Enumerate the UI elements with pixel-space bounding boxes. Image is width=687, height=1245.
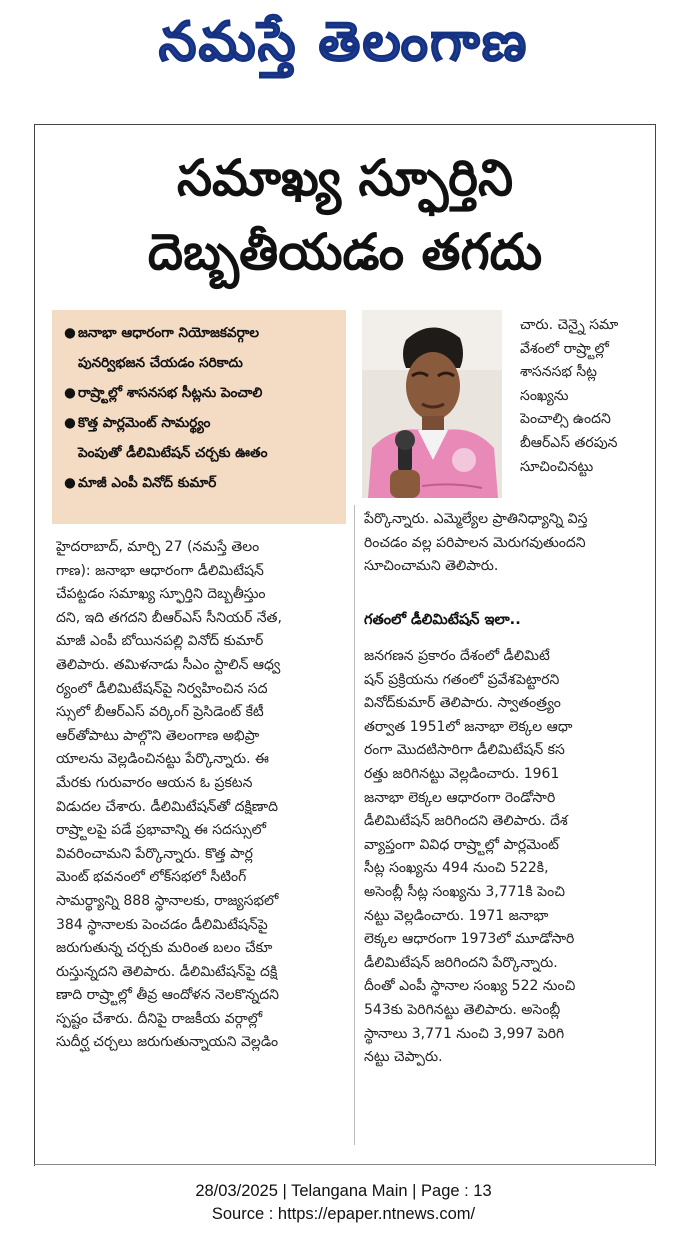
- text-line: స్పష్టం చేశారు. దీనిపై రాజకీయ వర్గాల్లో: [56, 1010, 263, 1027]
- bottom-rule: [34, 1164, 656, 1165]
- text-line: గాణ): జనాభా ఆధారంగా డీలిమిటేషన్: [56, 562, 264, 579]
- headline-line-1: సమాఖ్య స్ఫూర్తిని: [176, 149, 514, 207]
- text-line: 384 స్థానాలకు పెంచడం డీలిమిటేషన్‌పై: [56, 916, 268, 933]
- text-line: బీఆర్ఎస్ తరపున: [520, 434, 618, 451]
- highlight-line: జనాభా ఆధారంగా నియోజకవర్గాల: [78, 325, 260, 341]
- text-line: సంఖ్యను: [520, 387, 569, 404]
- text-line: రుస్తున్నదని తెలిపారు. డీలిమిటేషన్‌పై దక్షి: [56, 963, 278, 980]
- speaker-photo: [362, 310, 502, 498]
- text-line: పేర్కొన్నారు. ఎమ్మెల్యేల ప్రాతినిధ్యాన్ని విస్త: [364, 511, 588, 527]
- bullet-dot-icon: ●: [64, 415, 76, 431]
- text-line: రించడం వల్ల పరిపాలన మెరుగవుతుందని: [364, 534, 586, 551]
- text-line: వినోద్‌కుమార్ తెలిపారు. స్వాతంత్ర్యం: [364, 695, 561, 712]
- highlight-item: [62, 408, 338, 468]
- article-text-beside-photo: [520, 314, 648, 479]
- text-line: డీలిమిటేషన్ జరిగిందని పేర్కొన్నారు.: [364, 954, 558, 971]
- text-line: దీంతో ఎంపీ స్థానాల సంఖ్య 522 నుంచి: [364, 978, 576, 995]
- text-line: స్సులో బీఆర్ఎస్ వర్కింగ్ ప్రెసిడెంట్ కేటీ: [56, 704, 264, 721]
- text-line: 543కు పెరిగినట్టు తెలిపారు. అసెంబ్లీ: [364, 1001, 561, 1018]
- text-line: తర్వాత 1951లో జనాభా లెక్కల ఆధా: [364, 718, 573, 735]
- footer-edition-info: 28/03/2025 | Telangana Main | Page : 13: [195, 1182, 492, 1200]
- highlight-item: [62, 378, 338, 408]
- text-line: మాజీ ఎంపీ బోయినపల్లి వినోద్ కుమార్: [56, 633, 264, 650]
- text-line: స్థానాలు 3,771 నుంచి 3,997 పెరిగి: [364, 1025, 565, 1042]
- headline-line-2: దెబ్బతీయడం తగదు: [147, 223, 543, 281]
- text-line: జరుగుతున్న చర్చకు మరింత బలం చేకూ: [56, 940, 273, 957]
- text-line: నట్టు చెప్పారు.: [364, 1049, 443, 1066]
- text-line: ఆర్‌తోపాటు పాల్గొని తెలంగాణ అభిప్రా: [56, 727, 260, 744]
- highlights-box: [52, 310, 346, 524]
- text-line: సూచించినట్టు: [520, 458, 594, 475]
- text-line: శాసనసభ సీట్ల: [520, 364, 597, 381]
- article-subheading: గతంలో డీలిమిటేషన్ ఇలా..: [364, 612, 521, 628]
- text-line: జనగణన ప్రకారం దేశంలో డీలిమిటే: [364, 648, 550, 664]
- text-line: ర్యంలో డీలిమిటేషన్‌పై నిర్వహించిన సద: [56, 680, 268, 697]
- text-line: వేశంలో రాష్ర్టాల్లో: [520, 340, 609, 357]
- text-line: షన్ ప్రక్రియను గతంలో ప్రవేశపెట్టారని: [364, 671, 560, 688]
- highlight-line: మాజీ ఎంపీ వినోద్ కుమార్: [78, 475, 217, 491]
- text-line: నట్టు వెల్లడించారు. 1971 జనాభా: [364, 907, 549, 924]
- bullet-dot-icon: ●: [64, 385, 76, 401]
- text-line: చేపట్టడం సమాఖ్య స్ఫూర్తిని దెబ్బతీస్తుం: [56, 586, 266, 603]
- highlight-line: పెంపుతో డీలిమిటేషన్ చర్చకు ఊతం: [78, 445, 268, 461]
- text-line: మేరకు గురువారం ఆయన ఓ ప్రకటన: [56, 774, 253, 791]
- text-line: వివరించామని పేర్కొన్నారు. కొత్త పార్ల: [56, 845, 253, 862]
- bullet-dot-icon: ●: [64, 325, 76, 341]
- article-text-under-photo: [364, 508, 650, 579]
- text-line: లెక్కల ఆధారంగా 1973లో మూడోసారి: [364, 931, 575, 948]
- text-line: హైదరాబాద్, మార్చి 27 (నమస్తే తెలం: [56, 539, 260, 555]
- text-line: సామర్థ్యాన్ని 888 స్థానాలకు, రాజ్యసభలో: [56, 892, 279, 909]
- text-line: దని, ఇది తగదని బీఆర్ఎస్ సీనియర్ నేత,: [56, 609, 282, 626]
- text-line: అసెంబ్లీ సీట్ల సంఖ్యను 3,771కి పెంచి: [364, 883, 565, 900]
- text-line: సూచించామని తెలిపారు.: [364, 558, 499, 575]
- speaker-photo-illustration: [362, 310, 502, 498]
- text-line: డీలిమిటేషన్ జరిగిందని తెలిపారు. దేశ: [364, 813, 568, 830]
- text-line: పెంచాల్సి ఉందని: [520, 411, 611, 428]
- highlight-item: [62, 468, 338, 498]
- text-line: రాష్ర్టాలపై పడే ప్రభావాన్ని ఈ సదస్సులో: [56, 822, 267, 839]
- text-line: మెంట్ భవనంలో లోక్‌సభలో సీటింగ్: [56, 869, 247, 886]
- masthead-title: నమస్తే తెలంగాణ: [158, 9, 529, 73]
- highlight-line: కొత్త పార్లమెంట్ సామర్థ్యం: [78, 415, 211, 431]
- bullet-dot-icon: ●: [64, 475, 76, 491]
- text-line: విడుదల చేశారు. డీలిమిటేషన్‌తో దక్షిణాది: [56, 798, 279, 815]
- article-left-column: [56, 536, 346, 1055]
- text-line: రంగా మొదటిసారిగా డీలిమిటేషన్ కస: [364, 742, 565, 759]
- text-line: రత్తు జరిగినట్టు వెల్లడించారు. 1961: [364, 765, 560, 782]
- text-line: చారు. చెన్నై సమా: [520, 317, 619, 333]
- highlight-item: [62, 318, 338, 378]
- text-line: తెలిపారు. తమిళనాడు సీఎం స్టాలిన్ ఆధ్వ: [56, 656, 281, 673]
- highlight-line: రాష్ర్టాల్లో శాసనసభ సీట్లను పెంచాలి: [78, 385, 263, 401]
- text-line: సీట్ల సంఖ్యను 494 నుంచి 522కి,: [364, 860, 549, 877]
- highlight-line: పునర్విభజన చేయడం సరికాదు: [78, 355, 243, 371]
- text-line: యాలను వెల్లడించినట్టు పేర్కొన్నారు. ఈ: [56, 751, 269, 768]
- text-line: జనాభా లెక్కల ఆధారంగా రెండోసారి: [364, 789, 556, 806]
- text-line: సుదీర్ఘ చర్చలు జరుగుతున్నాయని వెల్లడిం: [56, 1034, 279, 1051]
- footer-source: Source : https://epaper.ntnews.com/: [211, 1205, 476, 1223]
- text-line: వ్యాప్తంగా వివిధ రాష్ర్టాల్లో పార్లమెంట్: [364, 836, 559, 853]
- article-right-column: [364, 645, 650, 1070]
- text-line: ణాది రాష్ర్టాల్లో తీవ్ర ఆందోళన నెలకొన్నదని: [56, 987, 279, 1004]
- column-divider: [354, 505, 355, 1145]
